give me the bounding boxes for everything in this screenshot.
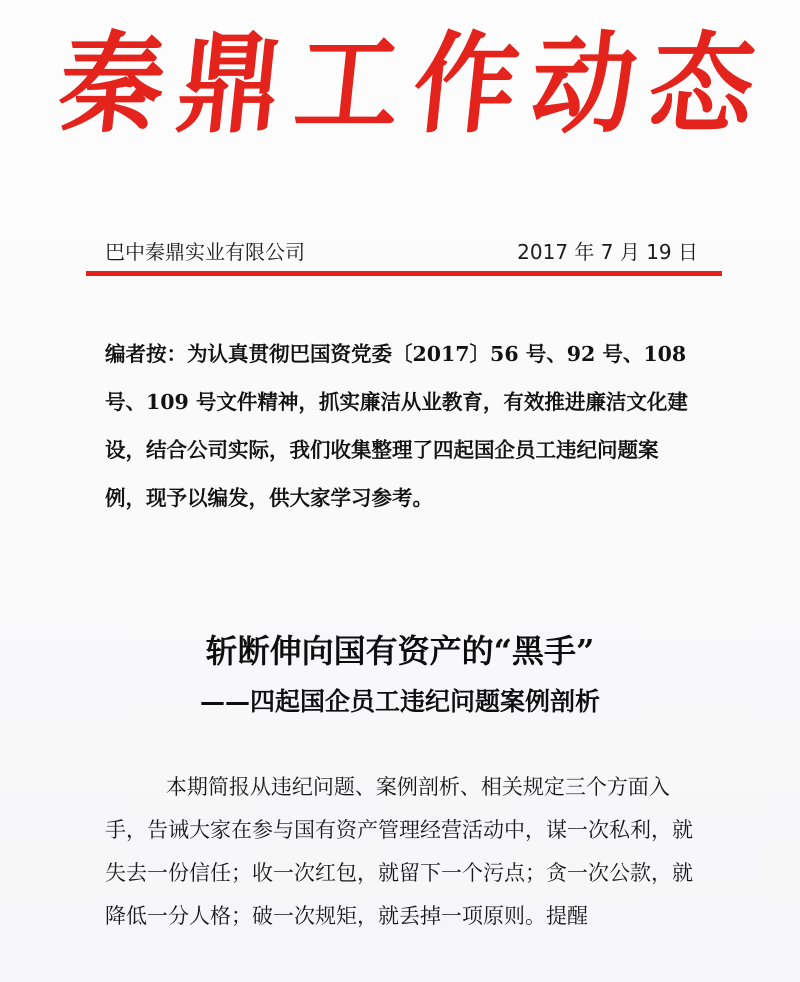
issuer-name: 巴中秦鼎实业有限公司 (105, 240, 305, 264)
issue-date: 2017 年 7 月 19 日 (517, 240, 698, 264)
article-subtitle: ——四起国企员工违纪问题案例剖析 (199, 687, 600, 716)
editor-note: 编者按：为认真贯彻巴国资党委〔2017〕56 号、92 号、108 号、109 号文件精神，抓实廉洁从业教育，有效推进廉洁文化建设，结合公司实际，我们收集整理了四起国企员工违纪问题案例，现予以编发，供大家学习参考。 (105, 342, 688, 510)
article-title: 斩断伸向国有资产的“黑手” (205, 632, 595, 670)
masthead-title: 秦鼎工作动态 (53, 18, 775, 149)
header-divider (86, 271, 722, 276)
article-body: 本期简报从违纪问题、案例剖析、相关规定三个方面入手，告诫大家在参与国有资产管理经营活动中，谋一次私利，就失去一份信任；收一次红包，就留下一个污点；贪一次公款，就降低一分人格；破一次规矩，就丢掉一项原则。提醒 (105, 775, 693, 928)
